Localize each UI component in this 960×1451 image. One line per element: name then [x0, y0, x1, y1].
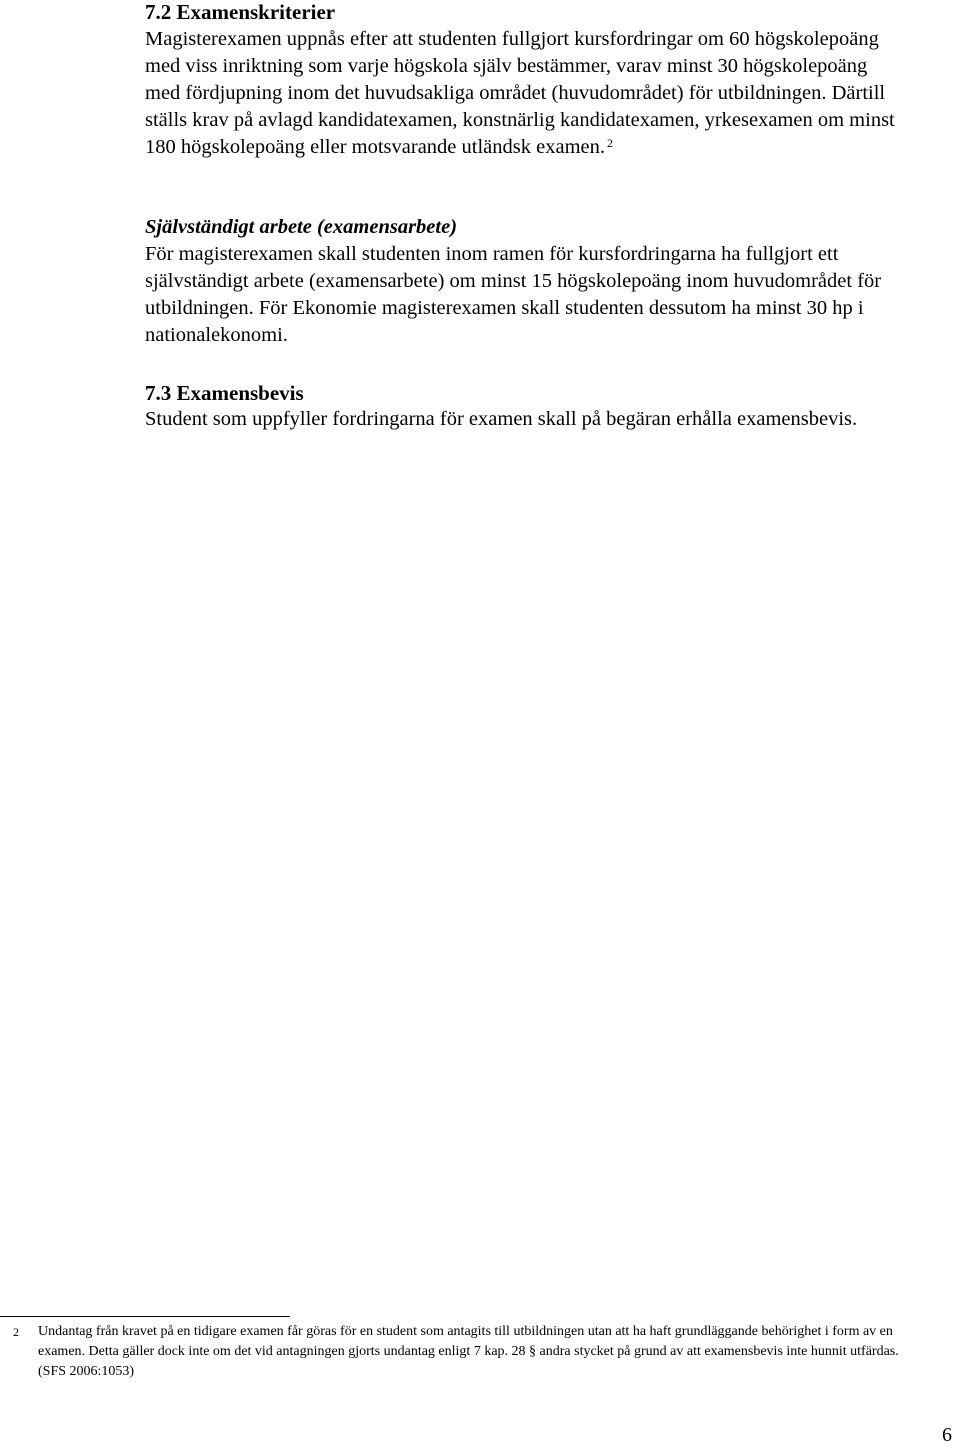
section-body-text: Magisterexamen uppnås efter att studenten fullgjort kursfordringar om 60 högskolepoäng med viss inriktning som varje högskola själv bestämmer, varav minst 30 högskolepoäng med fördjupning inom det huvudsakliga området (huvudområdet) för utbildningen. Därtill ställs krav på avlagd kandidatexamen, konstnärlig kandidatexamen, yrkesexamen om minst 180 högskolepoäng eller motsvarande utländsk examen. [145, 28, 895, 158]
section-body [145, 26, 905, 161]
section-heading: 7.2 Examenskriterier [145, 0, 336, 24]
subsection-heading: Självständigt arbete (examensarbete) [145, 216, 458, 238]
footnote-reference[interactable]: 2 [607, 136, 613, 150]
footnote [0, 1322, 930, 1382]
footnote-divider [0, 1316, 290, 1317]
footnote-marker: 2 [13, 1325, 19, 1339]
page-number: 6 [942, 1424, 952, 1446]
section-body: Student som uppfyller fordringarna för examen skall på begäran erhålla examensbevis. [145, 408, 858, 430]
footnote-text: Undantag från kravet på en tidigare examen får göras för en student som antagits till utbildningen utan att ha haft grundläggande behörighet i form av en examen. Detta gäller dock inte om det vid antagningen gjorts undantag enligt 7 kap. 28 § andra stycket på grund av att examensbevis inte hunnit utfärdas. (SFS 2006:1053) [38, 1324, 899, 1379]
section-7-3 [145, 380, 905, 433]
subsection-body: För magisterexamen skall studenten inom ramen för kursfordringarna ha fullgjort ett självständigt arbete (examensarbete) om minst 15 högskolepoäng inom huvudområdet för utbildningen. För Ekonomie magisterexamen skall studenten dessutom ha minst 30 hp i nationalekonomi. [145, 243, 882, 346]
section-7-2 [145, 0, 905, 161]
section-heading: 7.3 Examensbevis [145, 381, 304, 405]
independent-work-section [145, 214, 905, 349]
